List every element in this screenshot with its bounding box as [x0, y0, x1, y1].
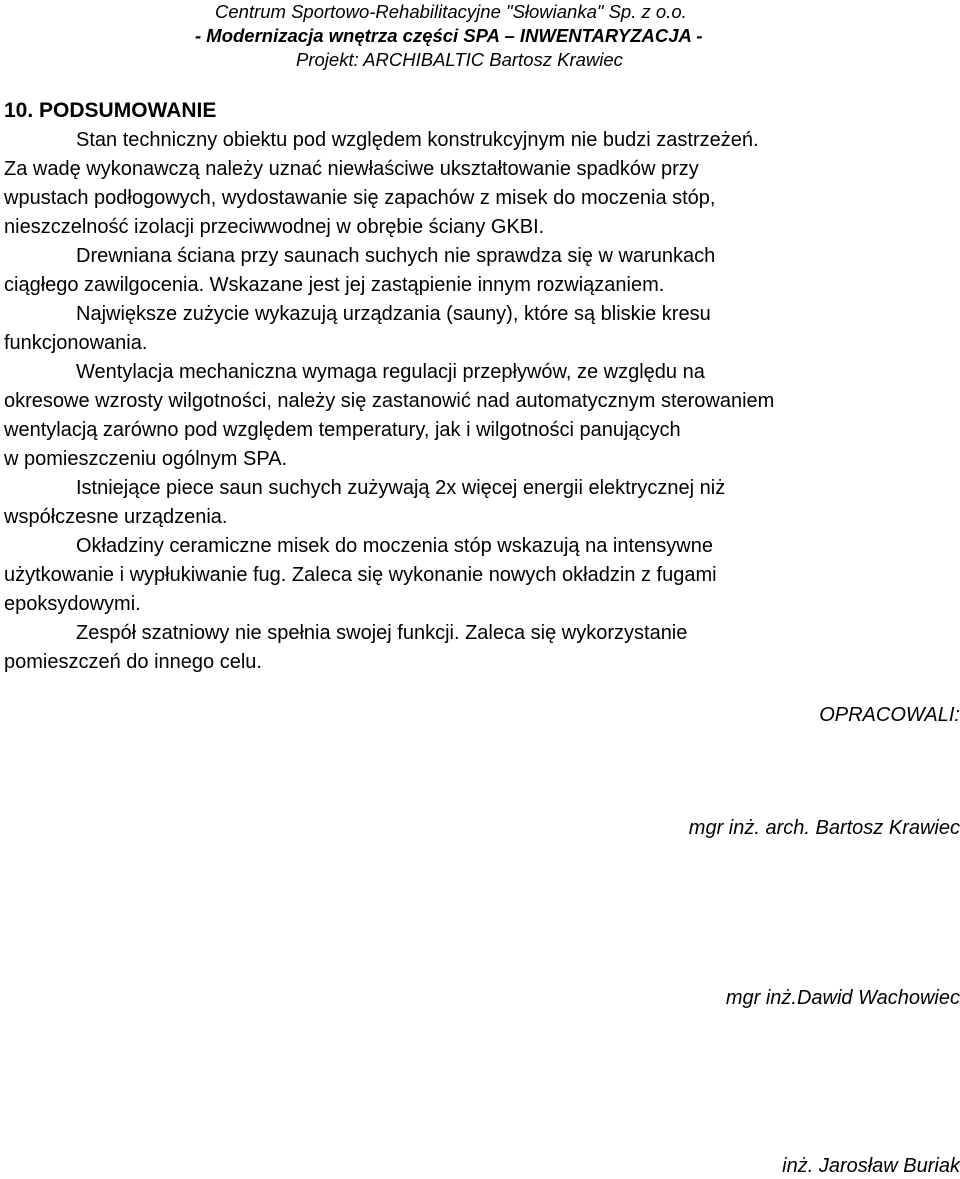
body-line: Zespół szatniowy nie spełnia swojej funkcji. Zaleca się wykorzystanie — [76, 622, 688, 644]
signatory-1: mgr inż. arch. Bartosz Krawiec — [688, 817, 960, 839]
body-line: Okładziny ceramiczne misek do moczenia stóp wskazują na intensywne — [76, 535, 713, 557]
body-line: pomieszczeń do innego celu. — [4, 651, 262, 673]
section-title: 10. PODSUMOWANIE — [4, 99, 217, 122]
signatory-2: mgr inż.Dawid Wachowiec — [725, 987, 960, 1009]
signatory-3: inż. Jarosław Buriak — [782, 1155, 960, 1177]
body-line: użytkowanie i wypłukiwanie fug. Zaleca się wykonanie nowych okładzin z fugami — [4, 564, 717, 586]
body-line: współczesne urządzenia. — [4, 506, 228, 528]
body-line: Stan techniczny obiektu pod względem konstrukcyjnym nie budzi zastrzeżeń. — [76, 129, 759, 151]
body-line: wentylacją zarówno pod względem temperatury, jak i wilgotności panujących — [4, 419, 681, 441]
body-line: Drewniana ściana przy saunach suchych nie sprawdza się w warunkach — [76, 245, 716, 267]
body-line: Wentylacja mechaniczna wymaga regulacji przepływów, ze względu na — [76, 361, 705, 383]
body-line: ciągłego zawilgocenia. Wskazane jest jej zastąpienie innym rozwiązaniem. — [4, 274, 665, 296]
body-line: w pomieszczeniu ogólnym SPA. — [4, 448, 288, 470]
summary-body — [4, 126, 960, 677]
body-line: funkcjonowania. — [4, 332, 148, 354]
prepared-by-label: OPRACOWALI: — [819, 704, 960, 726]
body-line: Istniejące piece saun suchych zużywają 2x więcej energii elektrycznej niż — [76, 477, 726, 499]
header-author-line: Projekt: ARCHIBALTIC Bartosz Krawiec — [296, 49, 623, 70]
body-line: okresowe wzrosty wilgotności, należy się zastanowić nad automatycznym sterowaniem — [4, 390, 775, 412]
body-line: Za wadę wykonawczą należy uznać niewłaściwe ukształtowanie spadków przy — [4, 158, 699, 180]
header-project-title-line: - Modernizacja wnętrza części SPA – INWENTARYZACJA - — [195, 25, 703, 46]
body-line: epoksydowymi. — [4, 593, 141, 615]
header-company-line: Centrum Sportowo-Rehabilitacyjne "Słowianka" Sp. z o.o. — [215, 1, 687, 22]
body-line: nieszczelność izolacji przeciwwodnej w obrębie ściany GKBI. — [4, 216, 545, 238]
body-line: Największe zużycie wykazują urządzania (sauny), które są bliskie kresu — [76, 303, 711, 325]
body-line: wpustach podłogowych, wydostawanie się zapachów z misek do moczenia stóp, — [4, 187, 716, 209]
